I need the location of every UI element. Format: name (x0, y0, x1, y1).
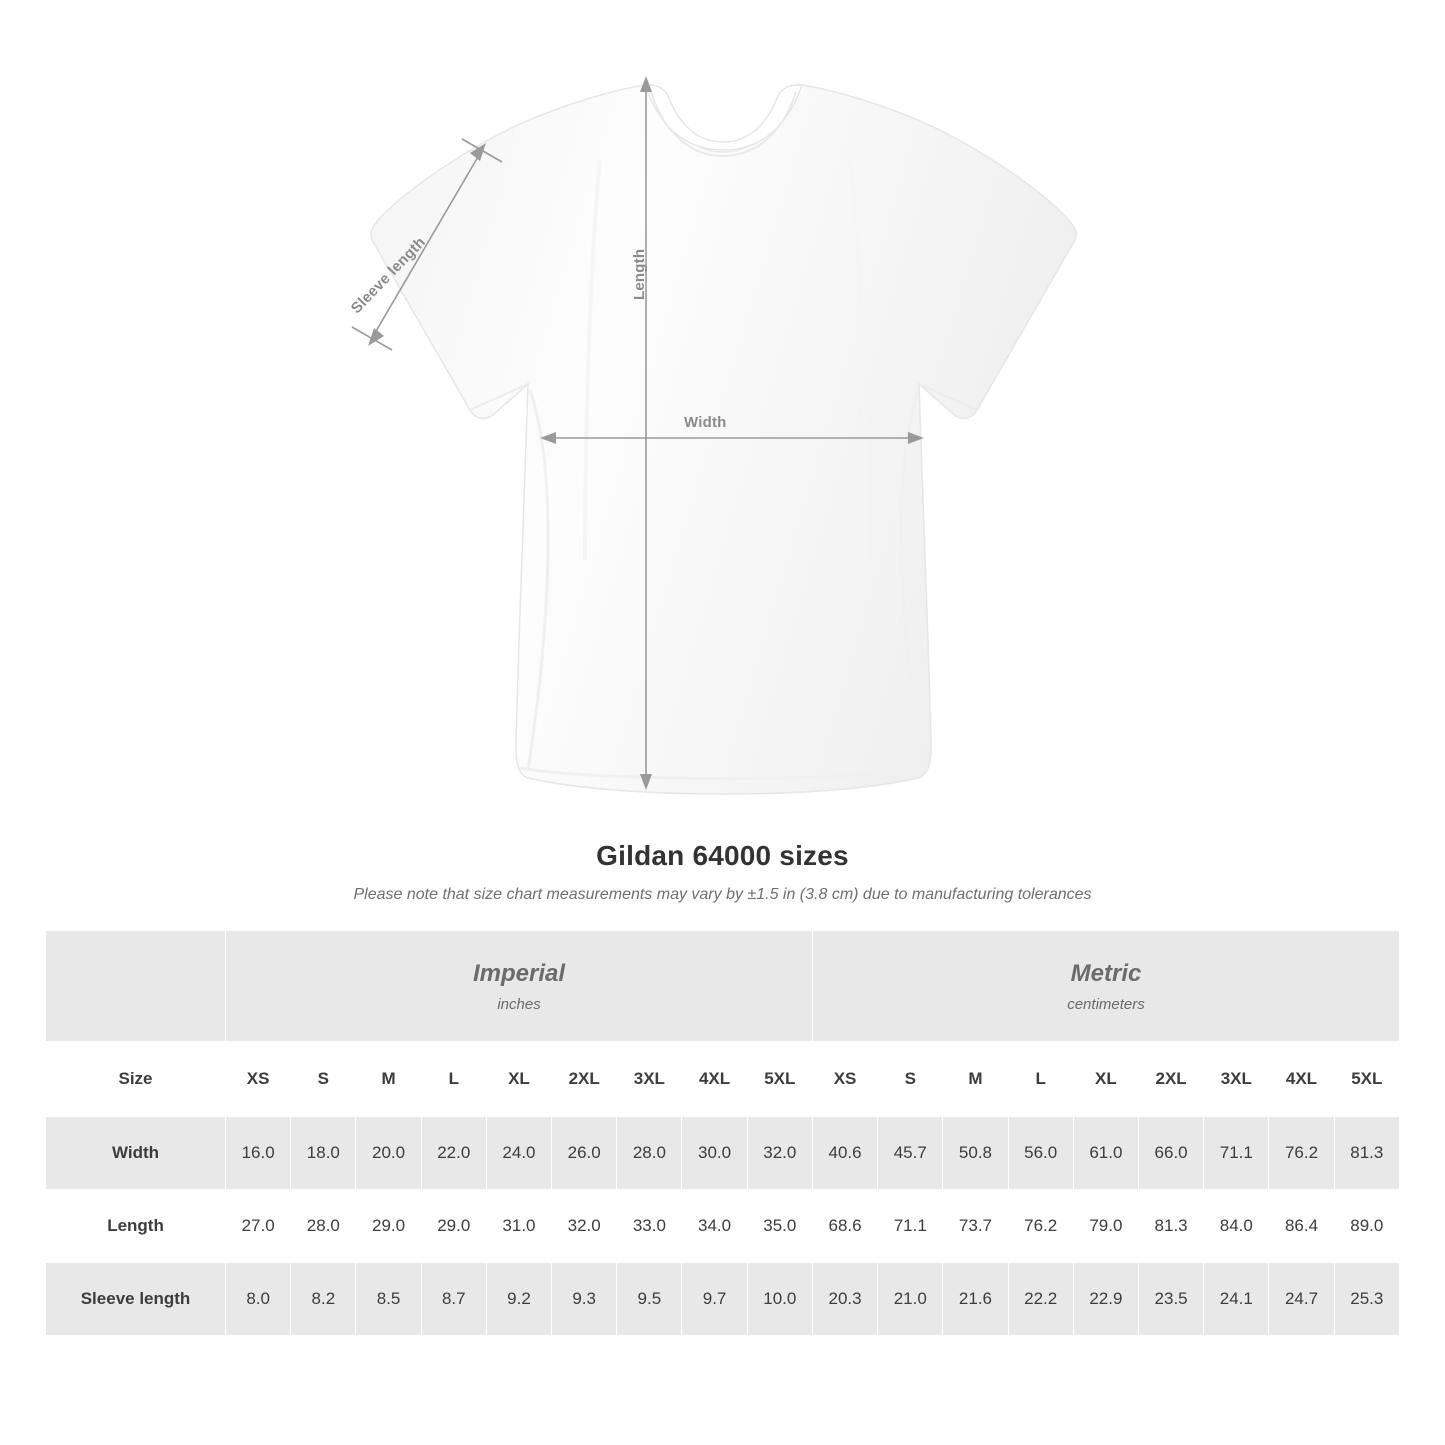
row-label-width: Width (46, 1117, 226, 1190)
unit-header-spacer (46, 931, 226, 1042)
cell-sleeve-1: 8.2 (291, 1263, 356, 1336)
size-col-13: XL (1073, 1042, 1138, 1117)
size-header-row (46, 1042, 1400, 1117)
cell-width-16: 76.2 (1269, 1117, 1334, 1190)
cell-sleeve-4: 9.2 (486, 1263, 551, 1336)
cell-width-11: 50.8 (943, 1117, 1008, 1190)
size-col-12: L (1008, 1042, 1073, 1117)
cell-sleeve-7: 9.7 (682, 1263, 747, 1336)
cell-width-4: 24.0 (486, 1117, 551, 1190)
width-dimension-label: Width (684, 414, 727, 431)
unit-header-row (46, 931, 1400, 1042)
cell-length-1: 28.0 (291, 1190, 356, 1263)
cell-sleeve-16: 24.7 (1269, 1263, 1334, 1336)
size-col-3: L (421, 1042, 486, 1117)
row-label-length: Length (46, 1190, 226, 1263)
size-col-10: S (878, 1042, 943, 1117)
cell-length-12: 76.2 (1008, 1190, 1073, 1263)
cell-sleeve-11: 21.6 (943, 1263, 1008, 1336)
cell-sleeve-9: 20.3 (812, 1263, 877, 1336)
size-col-5: 2XL (552, 1042, 617, 1117)
unit-group-metric-name: Metric (1070, 959, 1142, 987)
cell-length-11: 73.7 (943, 1190, 1008, 1263)
size-col-8: 5XL (747, 1042, 812, 1117)
chart-heading (0, 840, 1445, 904)
cell-width-14: 66.0 (1138, 1117, 1203, 1190)
table-row (46, 1190, 1400, 1263)
row-label-sleeve-length: Sleeve length (46, 1263, 226, 1336)
cell-width-5: 26.0 (552, 1117, 617, 1190)
size-col-17: 5XL (1334, 1042, 1399, 1117)
unit-group-imperial-name: Imperial (472, 959, 566, 987)
cell-sleeve-17: 25.3 (1334, 1263, 1399, 1336)
cell-sleeve-12: 22.2 (1008, 1263, 1073, 1336)
cell-length-6: 33.0 (617, 1190, 682, 1263)
cell-length-16: 86.4 (1269, 1190, 1334, 1263)
cell-length-8: 35.0 (747, 1190, 812, 1263)
unit-group-imperial-sub: inches (497, 995, 541, 1013)
cell-sleeve-6: 9.5 (617, 1263, 682, 1336)
cell-width-3: 22.0 (421, 1117, 486, 1190)
cell-length-3: 29.0 (421, 1190, 486, 1263)
cell-width-10: 45.7 (878, 1117, 943, 1190)
cell-width-13: 61.0 (1073, 1117, 1138, 1190)
cell-length-13: 79.0 (1073, 1190, 1138, 1263)
size-col-11: M (943, 1042, 1008, 1117)
cell-sleeve-5: 9.3 (552, 1263, 617, 1336)
cell-length-14: 81.3 (1138, 1190, 1203, 1263)
cell-length-0: 27.0 (226, 1190, 291, 1263)
cell-sleeve-10: 21.0 (878, 1263, 943, 1336)
cell-length-7: 34.0 (682, 1190, 747, 1263)
cell-width-17: 81.3 (1334, 1117, 1399, 1190)
size-col-7: 4XL (682, 1042, 747, 1117)
cell-length-10: 71.1 (878, 1190, 943, 1263)
cell-sleeve-14: 23.5 (1138, 1263, 1203, 1336)
cell-length-2: 29.0 (356, 1190, 421, 1263)
size-col-9: XS (812, 1042, 877, 1117)
cell-sleeve-13: 22.9 (1073, 1263, 1138, 1336)
sleeve-length-dimension-label: Sleeve length (347, 233, 429, 317)
cell-width-9: 40.6 (812, 1117, 877, 1190)
tolerance-note: Please note that size chart measurements may vary by ±1.5 in (3.8 cm) due to manufacturing tolerances (353, 886, 1092, 903)
cell-length-17: 89.0 (1334, 1190, 1399, 1263)
page-title: Gildan 64000 sizes (596, 840, 849, 871)
table-row (46, 1117, 1400, 1190)
cell-length-9: 68.6 (812, 1190, 877, 1263)
cell-width-0: 16.0 (226, 1117, 291, 1190)
cell-sleeve-15: 24.1 (1204, 1263, 1269, 1336)
cell-sleeve-8: 10.0 (747, 1263, 812, 1336)
size-col-1: S (291, 1042, 356, 1117)
cell-sleeve-2: 8.5 (356, 1263, 421, 1336)
unit-group-metric-sub: centimeters (1067, 995, 1145, 1013)
cell-width-7: 30.0 (682, 1117, 747, 1190)
unit-group-metric (812, 931, 1399, 1042)
size-header-label: Size (46, 1042, 226, 1117)
size-col-0: XS (226, 1042, 291, 1117)
cell-sleeve-0: 8.0 (226, 1263, 291, 1336)
unit-group-imperial (226, 931, 813, 1042)
size-col-2: M (356, 1042, 421, 1117)
size-table (45, 930, 1400, 1336)
size-table-wrapper (45, 930, 1400, 1336)
cell-width-2: 20.0 (356, 1117, 421, 1190)
cell-width-1: 18.0 (291, 1117, 356, 1190)
cell-width-6: 28.0 (617, 1117, 682, 1190)
size-col-6: 3XL (617, 1042, 682, 1117)
cell-length-4: 31.0 (486, 1190, 551, 1263)
size-col-14: 2XL (1138, 1042, 1203, 1117)
size-col-16: 4XL (1269, 1042, 1334, 1117)
table-row (46, 1263, 1400, 1336)
cell-width-8: 32.0 (747, 1117, 812, 1190)
cell-length-15: 84.0 (1204, 1190, 1269, 1263)
cell-width-12: 56.0 (1008, 1117, 1073, 1190)
size-col-4: XL (486, 1042, 551, 1117)
cell-sleeve-3: 8.7 (421, 1263, 486, 1336)
cell-length-5: 32.0 (552, 1190, 617, 1263)
length-dimension-label: Length (631, 248, 648, 300)
size-col-15: 3XL (1204, 1042, 1269, 1117)
cell-width-15: 71.1 (1204, 1117, 1269, 1190)
